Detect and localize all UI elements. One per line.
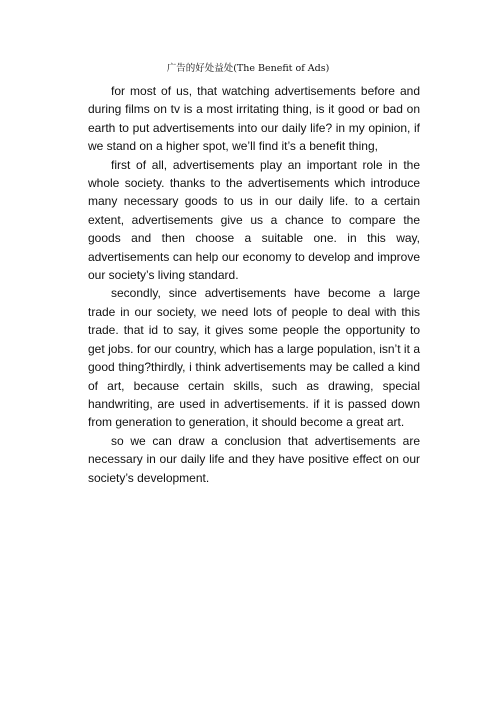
paragraph-conclusion: so we can draw a conclusion that advertisements are necessary in our daily life and they have positive effect on our society’s development. <box>88 433 420 485</box>
paragraph-second-third-points: secondly, since advertisements have become a large trade in our society, we need lots of people to deal with this trade. that id to say, it gives some people the opportunity to get jobs. for our country, which has a large population, isn’t it a good thing?thirdly, i think advertisements may be called a kind of art, because certain skills, such as drawing, special handwriting, are used in advertisements. if it is passed down from generation to generation, it should become a great art. <box>88 286 420 430</box>
document-title: 广告的好处益处(The Benefit of Ads) <box>166 63 330 74</box>
paragraph-first-point: first of all, advertisements play an important role in the whole society. thanks to the advertisements which introduce many necessary goods to us in our daily life. to a certain extent, advertisements give us a chance to compare the goods and then choose a suitable one. in this way, advertisements can help our economy to develop and improve our society’s living standard. <box>88 157 420 283</box>
paragraph-intro: for most of us, that watching advertisements before and during films on tv is a most irritating thing, is it good or bad on earth to put advertisements into our daily life? in my opinion, if we stand on a higher spot, we’ll find it’s a benefit thing, <box>88 84 420 154</box>
document-body <box>88 82 420 487</box>
